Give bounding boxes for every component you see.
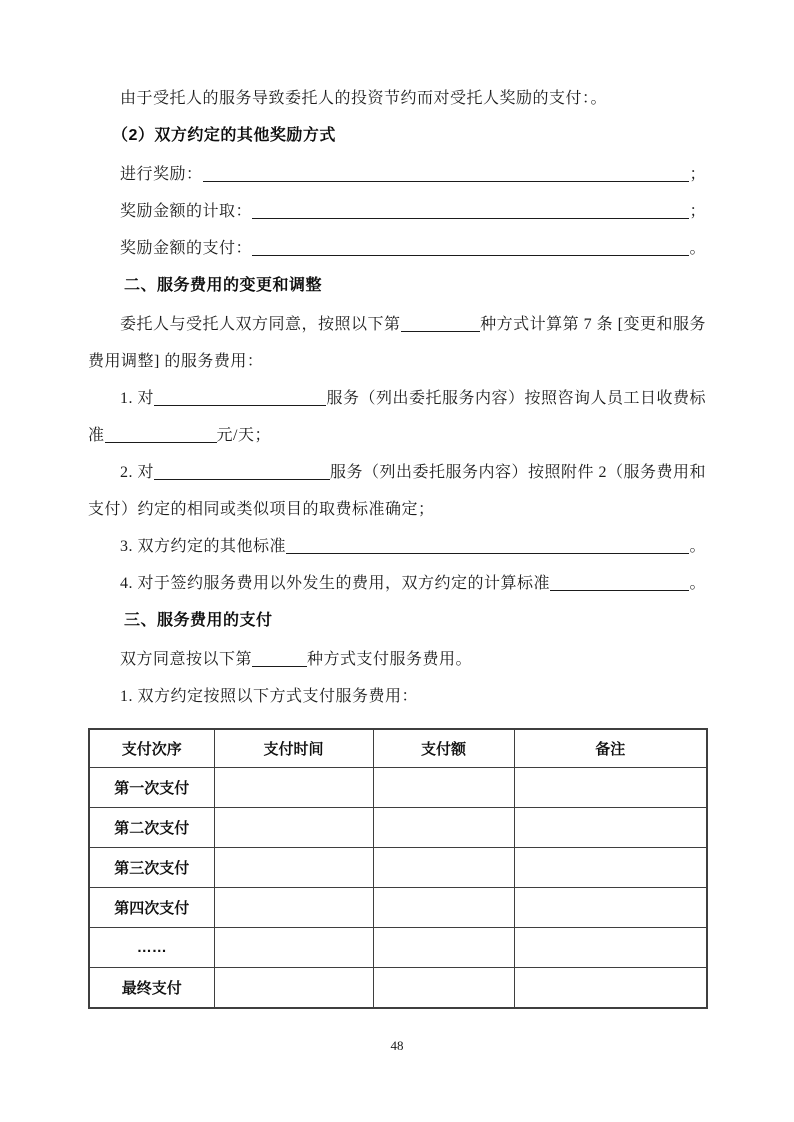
payment-schedule-table: [88, 728, 708, 1009]
table-row: [89, 808, 707, 848]
empty-cell: [373, 808, 514, 848]
doc-line: [88, 573, 706, 594]
empty-cell: [514, 968, 707, 1009]
blank-field: [154, 478, 330, 480]
text-run: ；: [689, 166, 706, 183]
empty-cell: [373, 888, 514, 928]
doc-line: [88, 649, 706, 670]
text-run: 服务（列出委托服务内容）按照附件 2（服务费用和: [329, 464, 706, 481]
doc-line: [88, 686, 706, 707]
doc-line: [88, 351, 706, 372]
empty-cell: [214, 808, 373, 848]
doc-line: [88, 314, 706, 335]
empty-cell: [214, 928, 373, 968]
text-run: 由于受托人的服务导致委托人的投资节约而对受托人奖励的支付：。: [120, 90, 608, 107]
empty-cell: [373, 848, 514, 888]
text-run: （2）双方约定的其他奖励方式: [112, 127, 336, 144]
text-run: 3. 双方约定的其他标准: [120, 538, 287, 555]
empty-cell: [373, 968, 514, 1009]
table-header-cell: 支付次序: [89, 729, 214, 768]
row-label-cell: 第二次支付: [89, 808, 214, 848]
text-run: 奖励金额的计取：: [120, 203, 253, 220]
blank-field: [550, 589, 689, 591]
text-run: 支付）约定的相同或类似项目的取费标准确定；: [88, 501, 435, 518]
text-run: 准: [88, 427, 105, 444]
blank-field: [252, 217, 689, 219]
blank-field: [252, 254, 689, 256]
blank-field: [203, 180, 690, 182]
empty-cell: [373, 768, 514, 808]
empty-cell: [214, 768, 373, 808]
row-label-cell: 第四次支付: [89, 888, 214, 928]
text-run: 费用调整] 的服务费用：: [88, 353, 264, 370]
empty-cell: [514, 808, 707, 848]
empty-cell: [514, 768, 707, 808]
text-run: 二、服务费用的变更和调整: [124, 277, 323, 294]
doc-line: [88, 462, 706, 483]
empty-cell: [214, 888, 373, 928]
section-heading: [88, 275, 706, 296]
row-label-cell: 最终支付: [89, 968, 214, 1009]
text-run: 1. 双方约定按照以下方式支付服务费用：: [120, 688, 419, 705]
text-run: 三、服务费用的支付: [124, 612, 273, 629]
doc-line: [88, 88, 706, 109]
text-run: 。: [689, 538, 706, 555]
table-row: [89, 768, 707, 808]
document-content: [88, 88, 706, 1009]
text-run: 奖励金额的支付：: [120, 240, 253, 257]
text-run: 2. 对: [120, 464, 155, 481]
table-row: [89, 888, 707, 928]
text-run: 种方式计算第 7 条 [变更和服务: [480, 316, 706, 333]
blank-field: [286, 552, 689, 554]
empty-cell: [514, 888, 707, 928]
text-run: 4. 对于签约服务费用以外发生的费用，双方约定的计算标准: [120, 575, 551, 592]
empty-cell: [214, 968, 373, 1009]
blank-field: [154, 404, 326, 406]
table-header-cell: 支付时间: [214, 729, 373, 768]
text-run: 服务（列出委托服务内容）按照咨询人员工日收费标: [326, 390, 706, 407]
row-label-cell: 第一次支付: [89, 768, 214, 808]
text-run: 元/天；: [216, 427, 271, 444]
table-row: [89, 928, 707, 968]
doc-line: [88, 164, 706, 185]
table-row: [89, 848, 707, 888]
doc-line: [88, 499, 706, 520]
table-header-row: [89, 729, 707, 768]
text-run: ；: [689, 203, 706, 220]
page-number: 48: [390, 1038, 404, 1053]
table-header-cell: 备注: [514, 729, 707, 768]
text-run: 种方式支付服务费用。: [307, 651, 473, 668]
blank-field: [252, 665, 307, 667]
text-run: 。: [689, 240, 706, 257]
text-run: 。: [689, 575, 706, 592]
empty-cell: [514, 848, 707, 888]
text-run: 双方同意按以下第: [120, 651, 253, 668]
section-heading: [88, 610, 706, 631]
text-run: 委托人与受托人双方同意，按照以下第: [120, 316, 401, 333]
empty-cell: [373, 928, 514, 968]
blank-field: [105, 441, 217, 443]
text-run: 进行奖励：: [120, 166, 203, 183]
section-heading: [88, 125, 706, 146]
table-row: [89, 968, 707, 1009]
empty-cell: [214, 848, 373, 888]
doc-line: [88, 388, 706, 409]
document-lines: [88, 88, 706, 707]
empty-cell: [514, 928, 707, 968]
doc-line: [88, 536, 706, 557]
row-label-cell: 第三次支付: [89, 848, 214, 888]
doc-line: [88, 201, 706, 222]
doc-line: [88, 425, 706, 446]
blank-field: [401, 330, 481, 332]
text-run: 1. 对: [120, 390, 155, 407]
row-label-cell: ……: [89, 928, 214, 968]
table-header-cell: 支付额: [373, 729, 514, 768]
doc-line: [88, 238, 706, 259]
